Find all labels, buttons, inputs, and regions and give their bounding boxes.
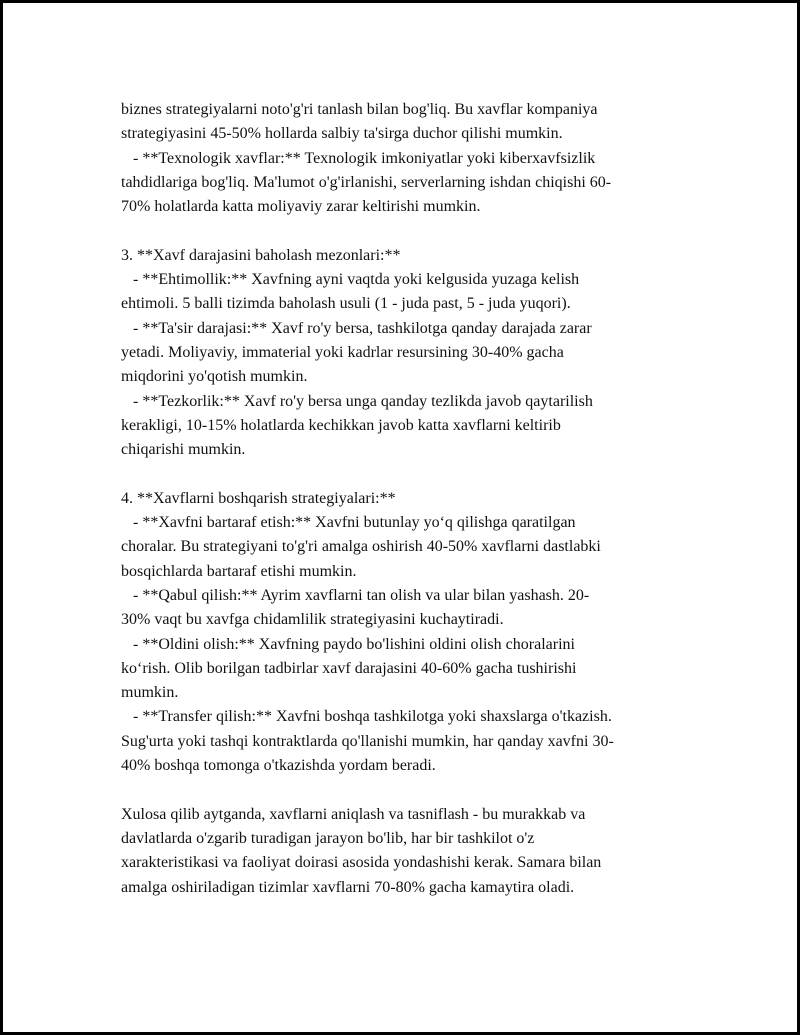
text-line: 70% holatlarda katta moliyaviy zarar keltirishi mumkin.: [121, 198, 481, 216]
text-line: 40% boshqa tomonga o'tkazishda yordam beradi.: [121, 757, 436, 775]
text-line: davlatlarda o'zgarib turadigan jarayon bo'lib, har bir tashkilot o'z: [121, 829, 535, 847]
text-line: 3. **Xavf darajasini baholash mezonlari:**: [121, 246, 401, 264]
text-line: biznes strategiyalarni noto'g'ri tanlash bilan bog'liq. Bu xavflar kompaniya: [121, 101, 598, 118]
text-line: - **Transfer qilish:** Xavfni boshqa tashkilotga yoki shaxslarga o'tkazish.: [121, 708, 612, 726]
text-line: bosqichlarda bartaraf etishi mumkin.: [121, 562, 357, 580]
text-line: choralar. Bu strategiyani to'g'ri amalga oshirish 40-50% xavflarni dastlabki: [121, 538, 601, 556]
text-line: Xulosa qilib aytganda, xavflarni aniqlash va tasniflash - bu murakkab va: [121, 805, 586, 823]
blank-line: [121, 778, 693, 802]
text-line: Sug'urta yoki tashqi kontraktlarda qo'llanishi mumkin, har qanday xavfni 30-: [121, 732, 614, 750]
text-line: - **Ehtimollik:** Xavfning ayni vaqtda yoki kelgusida yuzaga kelish: [121, 271, 580, 289]
blank-line: [121, 219, 693, 243]
text-line: 30% vaqt bu xavfga chidamlilik strategiyasini kuchaytiradi.: [121, 611, 504, 629]
text-line: - **Xavfni bartaraf etish:** Xavfni butunlay yo‘q qilishga qaratilgan: [121, 514, 576, 532]
text-line: mumkin.: [121, 684, 179, 702]
text-line: - **Texnologik xavflar:** Texnologik imkoniyatlar yoki kiberxavfsizlik: [121, 149, 596, 167]
text-line: miqdorini yo'qotish mumkin.: [121, 368, 308, 386]
text-line: - **Oldini olish:** Xavfning paydo bo'lishini oldini olish choralarini: [121, 635, 575, 653]
document-body: [121, 98, 693, 900]
text-line: 4. **Xavflarni boshqarish strategiyalari:**: [121, 489, 396, 507]
text-line: ko‘rish. Olib borilgan tadbirlar xavf darajasini 40-60% gacha tushirishi: [121, 659, 577, 677]
text-line: - **Qabul qilish:** Ayrim xavflarni tan olish va ular bilan yashash. 20-: [121, 586, 590, 604]
text-line: yetadi. Moliyaviy, immaterial yoki kadrlar resursining 30-40% gacha: [121, 343, 564, 361]
blank-line: [121, 462, 693, 486]
text-line: amalga oshiriladigan tizimlar xavflarni 70-80% gacha kamaytira oladi.: [121, 878, 575, 896]
text-line: strategiyasini 45-50% hollarda salbiy ta'sirga duchor qilishi mumkin.: [121, 125, 563, 143]
text-line: chiqarishi mumkin.: [121, 441, 246, 459]
text-line: ehtimoli. 5 balli tizimda baholash usuli (1 - juda past, 5 - juda yuqori).: [121, 295, 571, 313]
text-line: - **Ta'sir darajasi:** Xavf ro'y bersa, tashkilotga qanday darajada zarar: [121, 319, 592, 337]
text-line: kerakligi, 10-15% holatlarda kechikkan javob katta xavflarni keltirib: [121, 416, 561, 434]
text-line: tahdidlariga bog'liq. Ma'lumot o'g'irlanishi, serverlarning ishdan chiqishi 60-: [121, 173, 612, 191]
text-line: - **Tezkorlik:** Xavf ro'y bersa unga qanday tezlikda javob qaytarilish: [121, 392, 593, 410]
text-line: xarakteristikasi va faoliyat doirasi asosida yondashishi kerak. Samara bilan: [121, 854, 602, 872]
